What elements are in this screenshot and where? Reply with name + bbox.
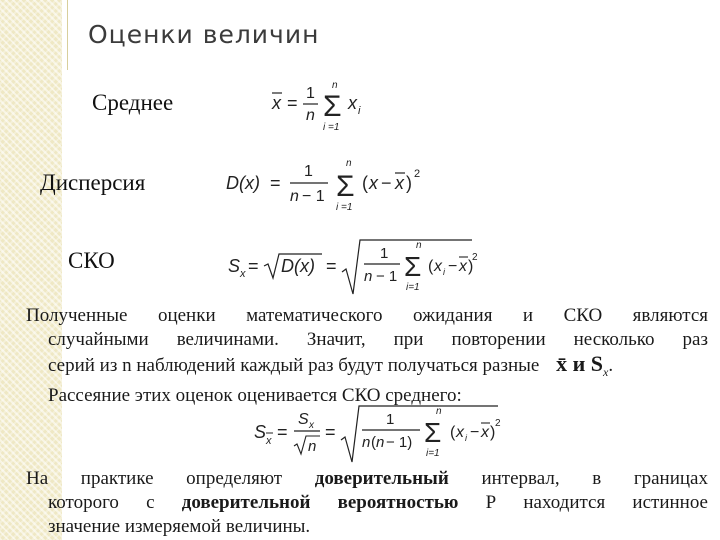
paragraph-confidence-interval (26, 467, 708, 539)
formula-sko (226, 234, 476, 296)
formula-sko-mean (252, 400, 502, 464)
svg-text:D(x): D(x) (281, 256, 315, 276)
svg-text:x: x (369, 173, 378, 193)
svg-text:=: = (287, 93, 298, 113)
svg-text:n: n (308, 438, 317, 455)
para2-line1-b: интервал, в границах (448, 468, 708, 489)
svg-text:n: n (436, 406, 442, 417)
svg-text:=: = (326, 256, 337, 276)
svg-text:n: n (364, 268, 373, 285)
svg-text:x: x (456, 424, 464, 441)
svg-text:n: n (376, 434, 385, 451)
svg-text:n: n (416, 240, 422, 251)
para1-line2: случайными величинами. Значит, при повторении несколько раз (48, 329, 708, 350)
svg-text:i=1: i=1 (426, 448, 440, 459)
svg-text:(: ( (450, 424, 456, 441)
para2-line1-a: На практике определяют (26, 468, 315, 489)
svg-text:n: n (306, 107, 315, 124)
svg-text:x: x (459, 258, 467, 275)
svg-text:−: − (448, 258, 458, 275)
svg-text:1: 1 (386, 411, 395, 428)
svg-text:Σ: Σ (323, 90, 342, 123)
decorative-stripe (0, 0, 62, 540)
svg-text:x: x (309, 420, 314, 431)
para1-line3-symbols: x̄ и S (556, 351, 603, 376)
svg-text:− 1): − 1) (386, 434, 413, 451)
para1-line3-sub: x (603, 364, 609, 379)
para1-line3 (26, 352, 708, 384)
svg-text:−: − (470, 424, 480, 441)
para1-line3-text: серий из n наблюдений каждый раз будут получаться разные (48, 355, 540, 376)
svg-text:n: n (332, 80, 338, 91)
svg-text:Σ: Σ (424, 417, 442, 448)
slide-title: Оценки величин (88, 20, 320, 49)
svg-text:n: n (362, 434, 371, 451)
svg-text:x: x (240, 268, 246, 280)
svg-text:−: − (381, 173, 392, 193)
svg-text:S: S (228, 256, 241, 276)
svg-text:− 1: − 1 (302, 188, 325, 205)
svg-text:(: ( (428, 258, 434, 275)
svg-text:i =1: i =1 (336, 202, 353, 213)
para1-line3-end: . (608, 355, 614, 376)
svg-text:): ) (468, 258, 474, 275)
svg-text:x: x (481, 424, 489, 441)
svg-text:): ) (406, 173, 412, 193)
svg-text:i: i (443, 267, 445, 277)
label-variance: Дисперсия (40, 170, 146, 195)
svg-text:(: ( (371, 434, 376, 451)
label-mean: Среднее (92, 90, 174, 115)
para2-line2-b: Р находится истинное (458, 492, 708, 513)
svg-text:i: i (358, 105, 361, 117)
para2-line2 (26, 491, 708, 515)
svg-text:=: = (270, 173, 281, 193)
svg-text:Σ: Σ (336, 170, 355, 203)
term-confidence-probability: доверительной вероятностью (181, 492, 459, 513)
svg-text:Σ: Σ (404, 251, 422, 282)
svg-text:=: = (248, 256, 259, 276)
svg-text:(: ( (362, 173, 368, 193)
para1-line4: Рассеяние этих оценок оценивается СКО среднего: (48, 384, 462, 406)
formula-variance (224, 156, 434, 214)
para2-line1 (26, 467, 708, 491)
svg-text:n: n (346, 158, 352, 169)
svg-text:2: 2 (495, 418, 501, 429)
svg-text:x: x (272, 93, 281, 113)
para2-line3: значение измеряемой величины. (48, 516, 311, 537)
svg-text:x: x (395, 173, 404, 193)
formula-mean (268, 78, 378, 136)
paragraph-random-estimates (26, 304, 708, 408)
svg-text:x: x (266, 435, 272, 447)
svg-text:): ) (490, 424, 496, 441)
term-confidence-interval: доверительный (314, 468, 449, 489)
decorative-line (67, 0, 68, 70)
svg-text:− 1: − 1 (376, 268, 398, 285)
svg-text:i: i (465, 433, 467, 443)
svg-text:n: n (290, 188, 299, 205)
svg-text:=: = (277, 422, 288, 442)
svg-text:2: 2 (414, 168, 421, 180)
para1-line1: Полученные оценки математического ожидания и СКО являются (26, 305, 708, 326)
svg-text:x: x (348, 93, 357, 113)
svg-text:x: x (434, 258, 442, 275)
svg-text:1: 1 (304, 163, 313, 180)
label-sko: СКО (68, 248, 115, 273)
svg-text:D(x): D(x) (226, 173, 260, 193)
svg-text:1: 1 (306, 85, 315, 102)
svg-text:=: = (325, 422, 336, 442)
svg-text:i=1: i=1 (406, 282, 420, 293)
svg-text:1: 1 (380, 245, 389, 262)
svg-text:S: S (298, 411, 309, 428)
svg-text:S: S (254, 422, 267, 442)
para2-line2-a: которого с (48, 492, 182, 513)
svg-text:2: 2 (472, 252, 478, 263)
svg-text:i =1: i =1 (323, 122, 340, 133)
